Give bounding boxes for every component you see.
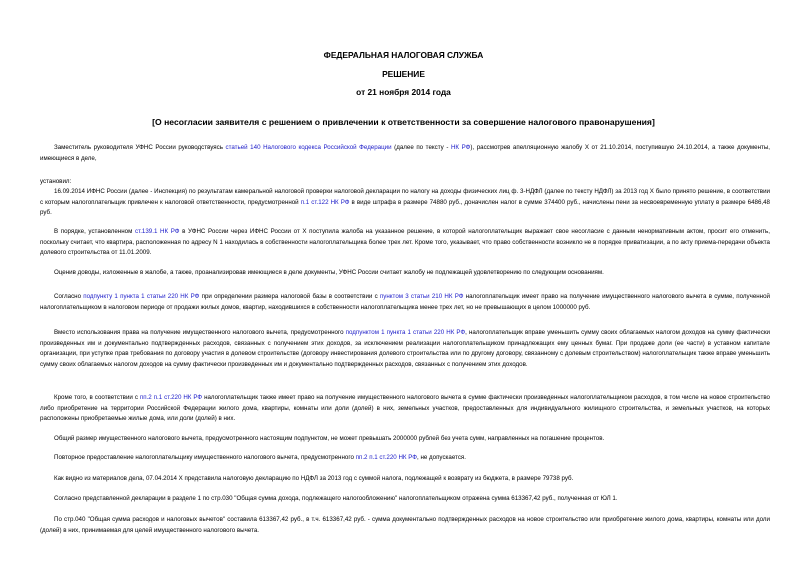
link-pp1-p1-st220[interactable]: подпункту 1 пункта 1 статьи 220 НК РФ: [83, 293, 200, 300]
link-p1-st122[interactable]: п.1 ст.122 НК РФ: [300, 198, 350, 206]
paragraph-property-deduction: [40, 393, 770, 425]
text: Согласно: [54, 293, 84, 300]
link-pp2-p1-st220[interactable]: пп.2 п.1 ст.220 НК РФ: [355, 454, 417, 461]
agency-title: ФЕДЕРАЛЬНАЯ НАЛОГОВАЯ СЛУЖБА: [323, 50, 484, 60]
document-subject: [О несогласии заявителя с решением о привлечении к ответственности за совершение налогового правонарушения]: [152, 117, 655, 127]
paragraph-expenses-line: По стр.040 "Общая сумма расходов и налоговых вычетов" составила 613367,42 руб., в т.ч. 613367,42 руб. - сумма документально подтвержденных расходов на новое строительство или приобретение жилого дома, квартиры, комнаты или доли (долей) в них, принимаемая для целей имущественного налогового вычета.: [40, 516, 770, 534]
link-pp2-p1-st220[interactable]: пп.2 п.1 ст.220 НК РФ: [139, 394, 203, 401]
text: налогоплательщик имеет право на получение имущественного налогового вычета в сумме, полученной налогоплательщиком в налоговом периоде от продажи жилых домов, квартир, находившихся в собственности налогоплательщика менее трех лет, но не превышающих в целом 1000000 руб.: [40, 293, 770, 311]
paragraph-repeat: [40, 453, 770, 464]
text: , налогоплательщик вправе уменьшить сумму своих облагаемых налогом доходов на сумму фактически произведенных им и документально подтвержденных расходов, связанных с получением этих доходов, за исключением реализации налогоплательщиком принадлежащих ему ценных бумаг. При продаже доли (ее части) в уставном капитале организации, при уступке прав требования по договору участия в долевом строительстве (договору инвестирования долевого строительства или по другому договору, связанному с долевым строительством) налогоплательщик также вправе уменьшить сумму своих облагаемых налогом доходов на сумму фактически произведенных им и документально подтвержденных расходов, связанных с получением этих доходов.: [40, 329, 770, 369]
text: в виде штрафа в размере 74880 руб., доначислен налог в сумме 374400 руб., начислены пени за несвоевременную уплату в размере 6486,48 руб.: [40, 198, 770, 217]
paragraph-deduction-sale: [40, 292, 770, 313]
text: Кроме того, в соответствии с: [54, 394, 140, 401]
text: ), рассмотрев апелляционную жалобу Х от 21.10.2014, поступившую 24.10.2014, а также документы, имеющиеся в деле,: [40, 144, 770, 162]
paragraph-expenses: [40, 328, 770, 371]
paragraph-declaration: Как видно из материалов дела, 07.04.2014 Х представила налоговую декларацию по НДФЛ за 2013 год с суммой налога, подлежащей к возврату из бюджета, в размере 79738 руб.: [54, 475, 574, 482]
text: В порядке, установленном: [54, 228, 135, 235]
paragraph-evaluation: Оценив доводы, изложенные в жалобе, а также, проанализировав имеющиеся в деле документы, УФНС России считает жалобу не подлежащей удовлетворению по следующим основаниям.: [54, 269, 604, 276]
paragraph-intro: [40, 143, 770, 164]
paragraph-decision: [40, 187, 770, 219]
text: , не допускается.: [417, 454, 466, 461]
text: (далее по тексту -: [391, 144, 451, 151]
document-type: РЕШЕНИЕ: [382, 69, 425, 79]
document-date: от 21 ноября 2014 года: [356, 87, 451, 97]
link-pp1-p1-st220[interactable]: подпунктом 1 пункта 1 статьи 220 НК РФ: [345, 329, 466, 336]
established-label: установил:: [40, 178, 72, 185]
text: Повторное предоставление налогоплательщику имущественного налогового вычета, предусмотренного: [54, 454, 356, 461]
paragraph-limit: Общий размер имущественного налогового вычета, предусмотренного настоящим подпунктом, не может превышать 2000000 рублей без учета сумм, направленных на погашение процентов.: [54, 435, 605, 442]
text: налогоплательщик также имеет право на получение имущественного налогового вычета в сумме фактически произведенных налогоплательщиком расходов, в том числе на новое строительство либо приобретение на территории Российской Федерации жилого дома, квартиры, комнаты или доли (долей) в них, земельных участков, предоставленных для индивидуального жилищного строительства, и земельных участков, на которых расположены приобретаемые жилые дома, или доли (долей) в них.: [40, 394, 770, 423]
link-nk-rf[interactable]: НК РФ: [450, 144, 471, 151]
text: Вместо использования права на получение имущественного налогового вычета, предусмотренного: [54, 329, 346, 336]
link-article-140[interactable]: статьей 140 Налогового кодекса Российской Федерации: [225, 144, 392, 151]
link-p3-st210[interactable]: пунктом 3 статьи 210 НК РФ: [379, 293, 464, 300]
text: 16.09.2014 ИФНС России (далее - Инспекция) по результатам камеральной налоговой проверки налоговой декларации по налогу на доходы физических лиц ф. 3-НДФЛ (далее по тексту НДФЛ) за 2013 год Х было принято решение, в соответствии с которым налогоплательщик привлечен к налоговой ответственности, предусмотренной: [40, 188, 770, 206]
paragraph-income: Согласно представленной декларации в разделе 1 по стр.030 "Общая сумма дохода, подлежащего налогообложению" налогоплательщиком отражена сумма 613367,42 руб., полученная от ЮЛ 1.: [54, 495, 618, 502]
text: при определении размера налоговой базы в соответствии с: [199, 293, 380, 300]
text: Заместитель руководителя УФНС России руководствуясь: [54, 144, 226, 151]
text: в УФНС России через ИФНС России от Х поступила жалоба на указанное решение, в которой налогоплательщик выражает свое несогласие с данным ненормативным актом, просит его отменить, поскольку считает, что квартира, расположенная по адресу N 1 находилась в собственности налогоплательщика более трех лет. Кроме того, указывает, что право собственности возникло не в порядке приватизации, а по акту приема-передачи объекта долевого строительства от 11.01.2009.: [40, 228, 770, 257]
link-st139-1[interactable]: ст.139.1 НК РФ: [134, 228, 180, 235]
paragraph-complaint: [40, 227, 770, 259]
